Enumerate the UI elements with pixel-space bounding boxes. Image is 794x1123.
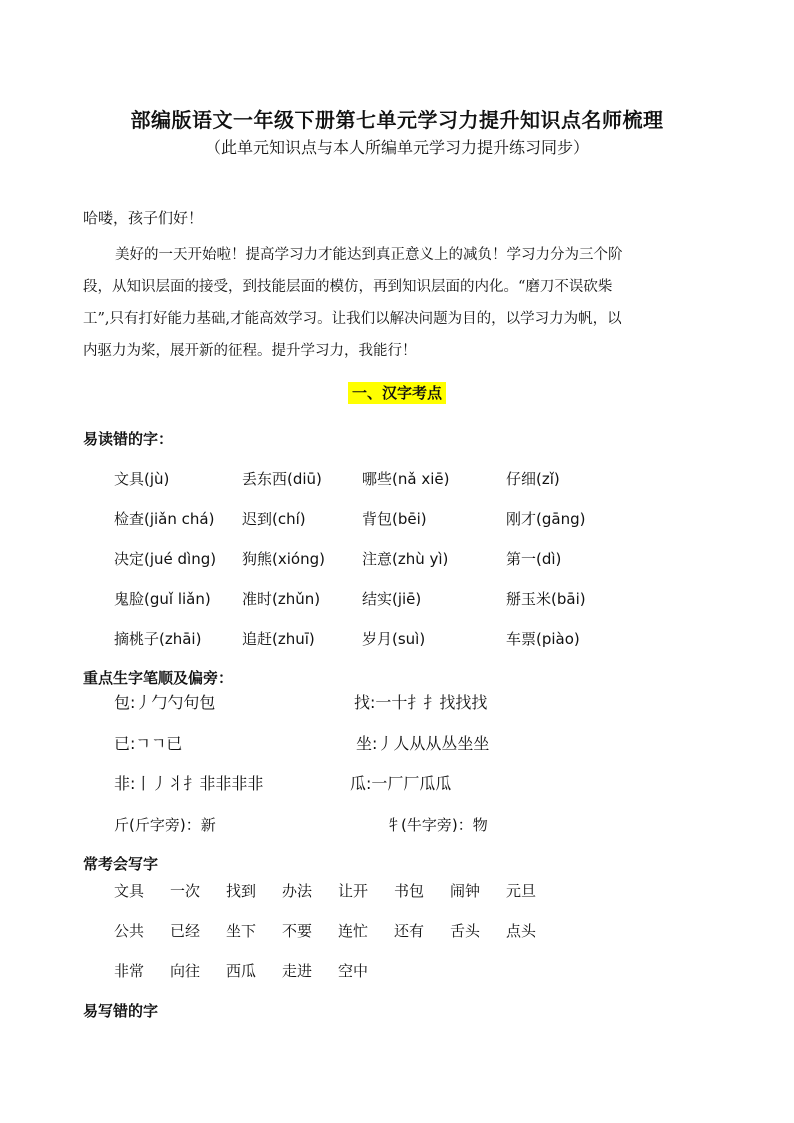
write-word: 文具 — [114, 882, 145, 900]
misread-word: 追赶(zhuī) — [242, 630, 315, 648]
misread-word: 文具(jù) — [114, 470, 170, 488]
write-word: 空中 — [338, 962, 369, 980]
greeting: 哈喽，孩子们好！ — [83, 209, 204, 227]
misread-word: 丢东西(diū) — [242, 470, 322, 488]
stroke-order: 瓜:一厂厂瓜瓜 — [350, 774, 452, 793]
stroke-order: 找:一十扌扌找找找 — [354, 693, 488, 712]
write-word: 让开 — [338, 882, 369, 900]
write-word: 点头 — [506, 922, 537, 940]
write-word: 找到 — [226, 882, 257, 900]
write-word: 办法 — [282, 882, 313, 900]
misread-word: 仔细(zǐ) — [506, 470, 560, 488]
section-title: 一、汉字考点 — [348, 382, 446, 404]
stroke-order: 包:丿勹勺句包 — [114, 693, 216, 712]
misread-word: 鬼脸(guǐ liǎn) — [114, 590, 211, 608]
section-heading — [0, 382, 794, 403]
misread-word: 结实(jiē) — [362, 590, 422, 608]
miswrite-heading: 易写错的字 — [83, 1002, 159, 1020]
intro-line: 工”,只有打好能力基础,才能高效学习。让我们以解决问题为目的，以学习力为帆，以 — [83, 311, 622, 327]
stroke-heading: 重点生字笔顺及偏旁： — [83, 669, 234, 687]
write-word: 向往 — [170, 962, 201, 980]
misread-word: 刚才(gāng) — [506, 510, 586, 528]
radical-example: 斤(斤字旁)：新 — [114, 816, 216, 834]
write-word: 舌头 — [450, 922, 481, 940]
stroke-order: 非:丨丿丬扌非非非非 — [114, 774, 264, 793]
misread-word: 掰玉米(bāi) — [506, 590, 586, 608]
write-word: 不要 — [282, 922, 313, 940]
misread-word: 哪些(nǎ xiē) — [362, 470, 450, 488]
stroke-order: 坐:丿人从从丛坐坐 — [356, 734, 490, 753]
write-word: 书包 — [394, 882, 425, 900]
intro-line: 美好的一天开始啦！提高学习力才能达到真正意义上的减负！学习力分为三个阶 — [115, 247, 623, 263]
misread-word: 决定(jué dìng) — [114, 550, 217, 568]
misread-word: 迟到(chí) — [242, 510, 306, 528]
stroke-order: 已:ㄱㄱ已 — [114, 734, 183, 753]
write-word: 已经 — [170, 922, 201, 940]
radical-example: 牜(牛字旁)：物 — [386, 816, 488, 834]
page-subtitle: （此单元知识点与本人所编单元学习力提升练习同步） — [204, 138, 589, 157]
intro-line: 内驱力为桨，展开新的征程。提升学习力，我能行！ — [83, 343, 417, 359]
misread-word: 准时(zhǔn) — [242, 590, 321, 608]
write-word: 连忙 — [338, 922, 369, 940]
misread-heading: 易读错的字： — [83, 430, 174, 448]
write-word: 公共 — [114, 922, 145, 940]
write-word: 还有 — [394, 922, 425, 940]
page-title: 部编版语文一年级下册第七单元学习力提升知识点名师梳理 — [130, 108, 664, 132]
write-word: 非常 — [114, 962, 145, 980]
write-heading: 常考会写字 — [83, 855, 159, 873]
misread-word: 狗熊(xióng) — [242, 550, 325, 568]
misread-word: 检查(jiǎn chá) — [114, 510, 215, 528]
write-word: 西瓜 — [226, 962, 257, 980]
misread-word: 背包(bēi) — [362, 510, 427, 528]
write-word: 闹钟 — [450, 882, 481, 900]
misread-word: 第一(dì) — [506, 550, 562, 568]
write-word: 一次 — [170, 882, 201, 900]
write-word: 走进 — [282, 962, 313, 980]
write-word: 坐下 — [226, 922, 257, 940]
intro-line: 段，从知识层面的接受，到技能层面的模仿，再到知识层面的内化。“磨刀不误砍柴 — [83, 279, 613, 295]
write-word: 元旦 — [506, 882, 537, 900]
misread-word: 岁月(suì) — [362, 630, 426, 648]
misread-word: 车票(piào) — [506, 630, 580, 648]
misread-word: 摘桃子(zhāi) — [114, 630, 202, 648]
misread-word: 注意(zhù yì) — [362, 550, 449, 568]
